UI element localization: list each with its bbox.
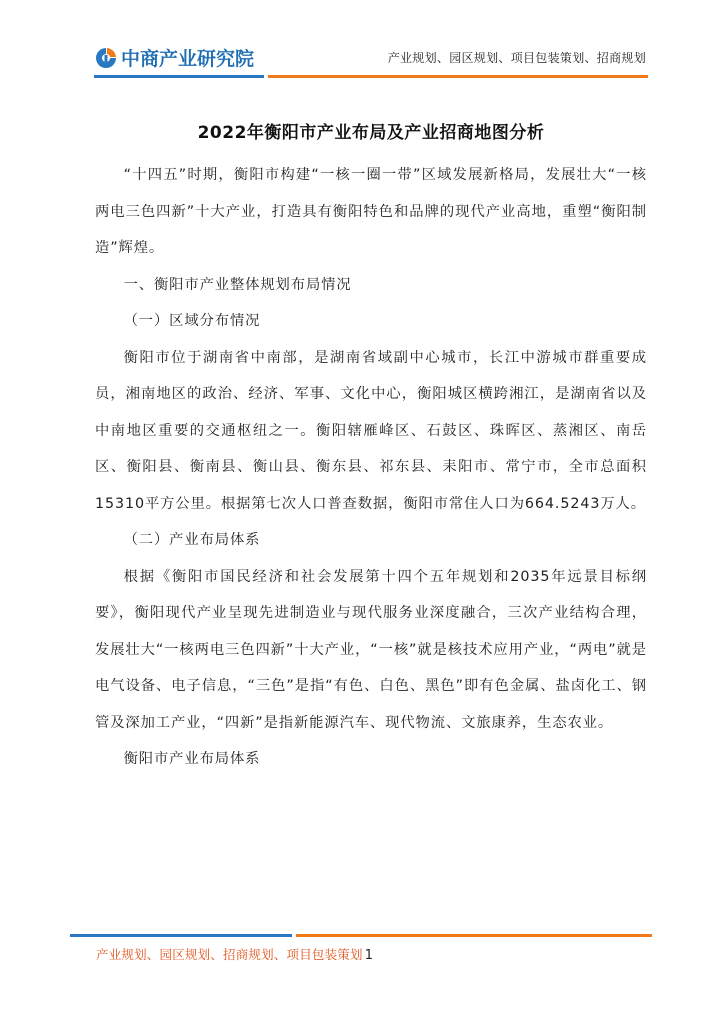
header-tagline: 产业规划、园区规划、项目包装策划、招商规划 [387, 51, 646, 65]
region-paragraph: 衡阳市位于湖南省中南部，是湖南省域副中心城市，长江中游城市群重要成员，湘南地区的政治、经济、军事、文化中心，衡阳城区横跨湘江，是湖南省以及中南地区重要的交通枢纽之一。衡阳辖雁峰区、石鼓区、珠晖区、蒸湘区、南岳区、衡阳县、衡南县、衡山县、衡东县、祁东县、耒阳市、常宁市，全市总面积15310平方公里。根据第七次人口普查数据，衡阳市常住人口为664.5243万人。 [95, 349, 647, 512]
company-logo [94, 44, 254, 71]
header-divider-orange [268, 75, 648, 78]
subsection-heading-industry: （二）产业布局体系 [123, 532, 261, 548]
page-header [0, 0, 724, 90]
logo-text: 中商产业研究院 [121, 48, 255, 70]
footer-divider-orange [296, 934, 652, 937]
footer-services-text: 产业规划、园区规划、招商规划、项目包装策划 [96, 947, 363, 962]
document-title: 2022年衡阳市产业布局及产业招商地图分析 [197, 123, 545, 143]
logo-mark-icon [94, 46, 118, 70]
subsection-heading-region: （一）区域分布情况 [123, 313, 261, 329]
section-heading-1: 一、衡阳市产业整体规划布局情况 [123, 276, 352, 293]
intro-paragraph: “十四五”时期，衡阳市构建“一核一圈一带”区域发展新格局，发展壮大“一核两电三色四新”十大产业，打造具有衡阳特色和品牌的现代产业高地，重塑“衡阳制造”辉煌。 [95, 167, 647, 256]
industry-paragraph: 根据《衡阳市国民经济和社会发展第十四个五年规划和2035年远景目标纲要》，衡阳现代产业呈现先进制造业与现代服务业深度融合，三次产业结构合理，发展壮大“一核两电三色四新”十大产业，“一核”就是核技术应用产业，“两电”就是电气设备、电子信息，“三色”是指“有色、白色、黑色”即有色金属、盐卤化工、钢管及深加工产业，“四新”是指新能源汽车、现代物流、文旅康养，生态农业。 [95, 568, 647, 731]
figure-caption: 衡阳市产业布局体系 [123, 751, 261, 767]
footer-divider-blue [70, 934, 292, 937]
header-divider-blue [94, 75, 264, 78]
page-footer [96, 945, 373, 963]
page-number: 1 [364, 948, 374, 963]
document-body [95, 118, 647, 778]
